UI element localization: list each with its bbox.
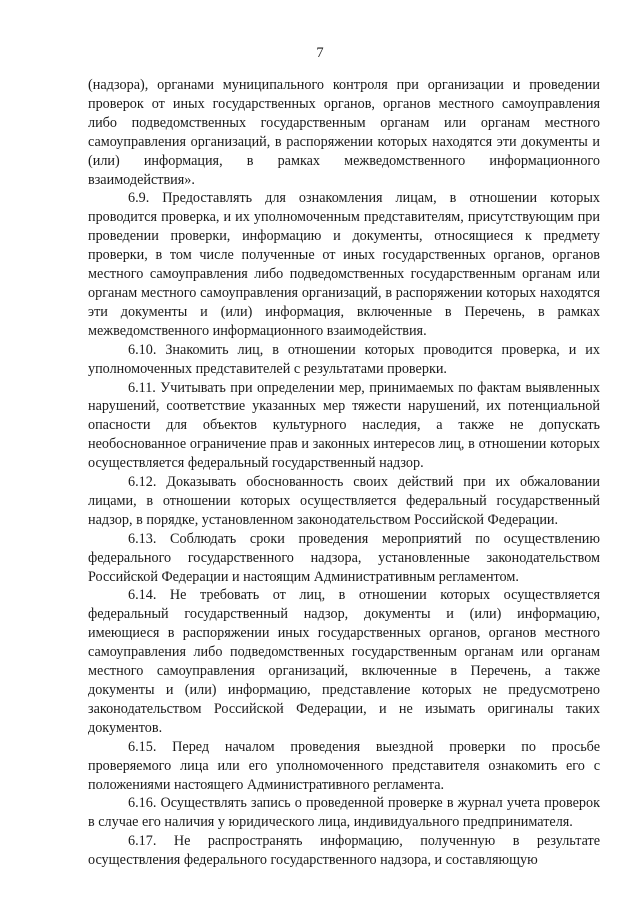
paragraph-6-14: 6.14. Не требовать от лиц, в отношении которых осуществляется федеральный государственный надзор, документы и (или) информацию, имеющиеся в распоряжении иных государственных органов, органов местного самоуправления либо подведомственных государственным органам или органам местного самоуправления организаций, включенные в Перечень, а также документы и (или) информацию, представление которых не предусмотрено законодательством Российской Федерации, и не изымать оригиналы таких документов. bbox=[88, 587, 600, 736]
paragraph-6-13: 6.13. Соблюдать сроки проведения мероприятий по осуществлению федерального государственного надзора, установленные законодательством Российской Федерации и настоящим Административным регламентом. bbox=[88, 530, 600, 585]
paragraph-6-15: 6.15. Перед началом проведения выездной проверки по просьбе проверяемого лица или его уполномоченного представителя ознакомить его с положениями настоящего Административного регламента. bbox=[88, 738, 600, 793]
paragraph-6-10: 6.10. Знакомить лиц, в отношении которых проводится проверка, и их уполномоченных представителей с результатами проверки. bbox=[88, 341, 600, 377]
paragraph-6-11: 6.11. Учитывать при определении мер, принимаемых по фактам выявленных нарушений, соответствие указанных мер тяжести нарушений, их потенциальной опасности для объектов культурного наследия, а также не допускать необоснованное ограничение прав и законных интересов лиц, в отношении которых осуществляется федеральный государственный надзор. bbox=[88, 379, 600, 472]
page-number: 7 bbox=[316, 45, 324, 61]
document-body bbox=[88, 76, 600, 870]
paragraph-6-9: 6.9. Предоставлять для ознакомления лицам, в отношении которых проводится проверка, и их уполномоченным представителям, присутствующим при проведении проверки, информацию и документы, относящиеся к предмету проверки, в том числе полученные от иных государственных органов, органов местного самоуправления либо подведомственных государственным органам или органам местного самоуправления организаций, в распоряжении которых находятся эти документы и (или) информация, включенные в Перечень, в рамках межведомственного информационного взаимодействия. bbox=[88, 190, 600, 339]
paragraph-6-12: 6.12. Доказывать обоснованность своих действий при их обжаловании лицами, в отношении которых осуществляется федеральный государственный надзор, в порядке, установленном законодательством Российской Федерации. bbox=[88, 474, 600, 528]
paragraph-continuation: (надзора), органами муниципального контроля при организации и проведении проверок от иных государственных органов, органов местного самоуправления либо подведомственных государственным органам или органам местного самоуправления организаций, в распоряжении которых находятся эти документы и (или) информация, в рамках межведомственного информационного взаимодействия». bbox=[88, 77, 600, 188]
paragraph-6-16: 6.16. Осуществлять запись о проведенной проверке в журнал учета проверок в случае его наличия у юридического лица, индивидуального предпринимателя. bbox=[88, 795, 600, 831]
paragraph-6-17: 6.17. Не распространять информацию, полученную в результате осуществления федерального государственного надзора, и составляющую bbox=[88, 833, 600, 869]
